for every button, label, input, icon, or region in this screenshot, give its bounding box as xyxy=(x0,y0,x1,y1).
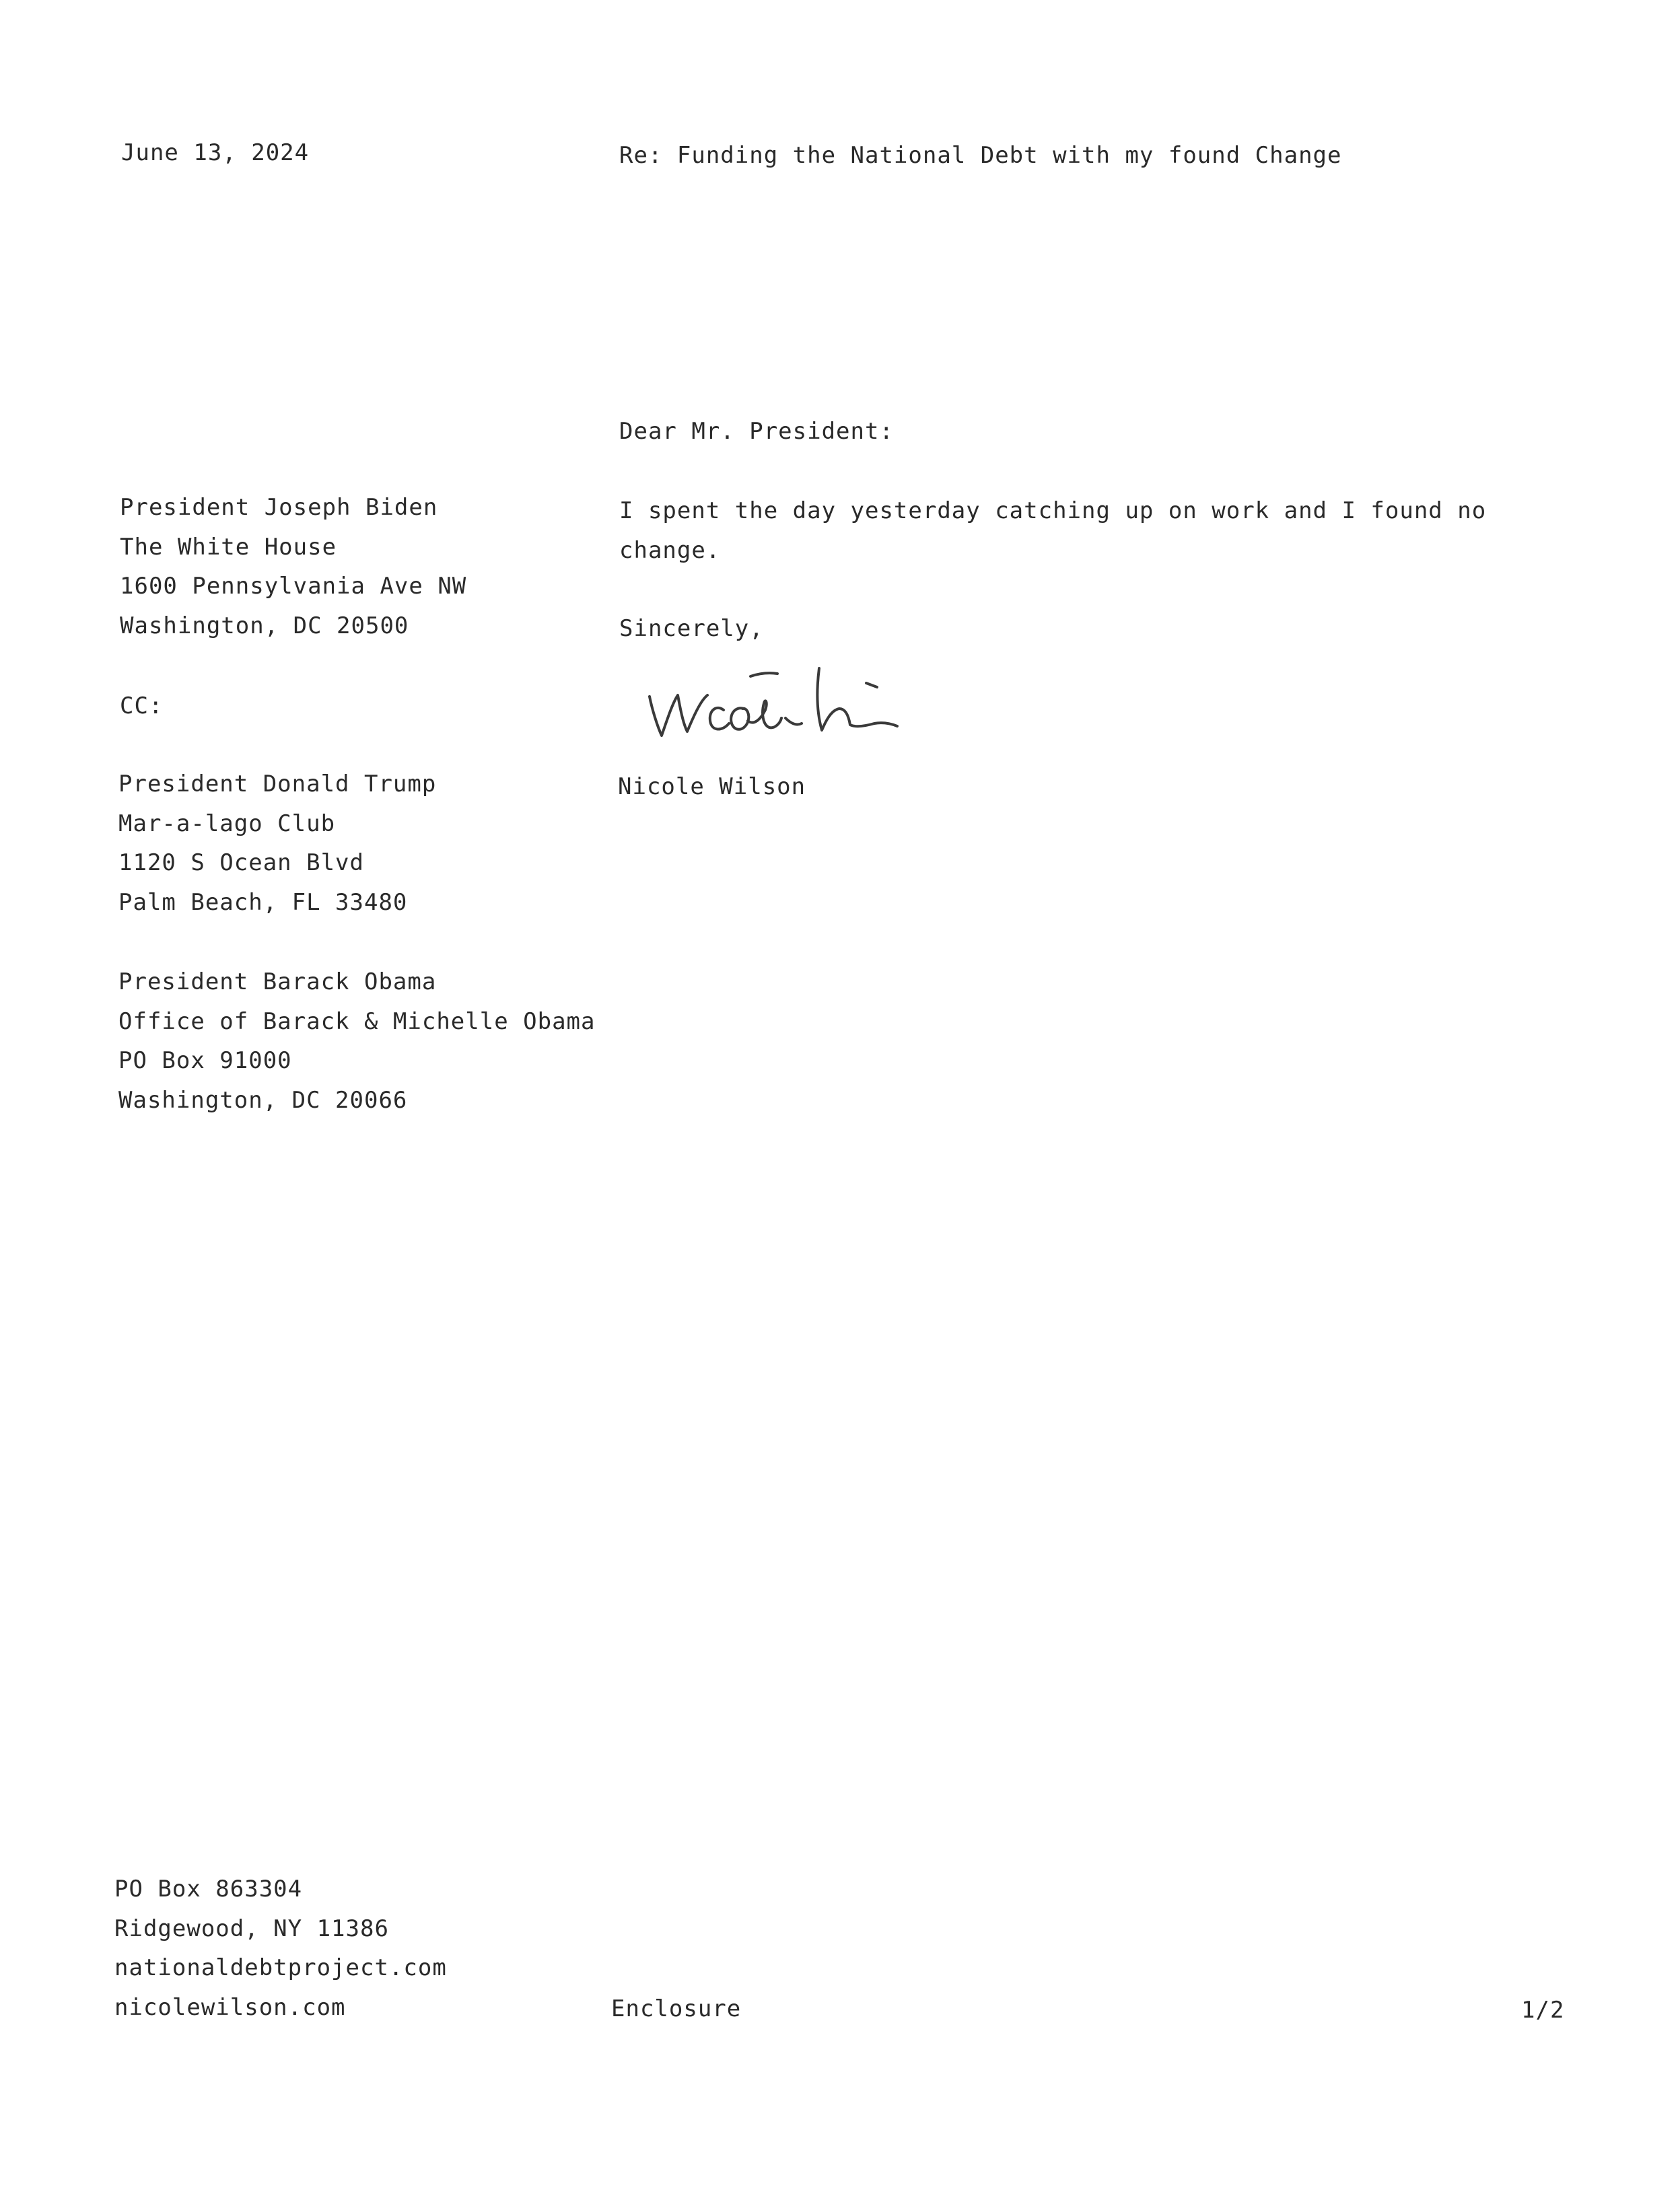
cc-address-trump xyxy=(118,765,436,922)
sender-line: Ridgewood, NY 11386 xyxy=(114,1915,389,1942)
cc-line: Washington, DC 20066 xyxy=(118,1086,408,1114)
cc-name: President Barack Obama xyxy=(118,968,437,995)
page-number: 1/2 xyxy=(1521,1997,1565,2024)
signer-name: Nicole Wilson xyxy=(618,773,806,800)
cc-line: Mar-a-lago Club xyxy=(118,810,336,837)
recipient-line: Washington, DC 20500 xyxy=(120,612,409,639)
cc-name: President Donald Trump xyxy=(118,771,437,797)
cc-line: PO Box 91000 xyxy=(118,1047,292,1074)
cc-line: Office of Barack & Michelle Obama xyxy=(118,1007,596,1035)
cc-address-obama xyxy=(118,962,596,1120)
enclosure-note: Enclosure xyxy=(611,1995,742,2022)
recipient-line: 1600 Pennsylvania Ave NW xyxy=(120,573,467,600)
letter-date: June 13, 2024 xyxy=(121,139,310,166)
cc-line: 1120 S Ocean Blvd xyxy=(118,849,364,876)
sender-website: nicolewilson.com xyxy=(114,1993,346,2021)
sender-line: PO Box 863304 xyxy=(114,1876,303,1903)
recipient-name: President Joseph Biden xyxy=(120,494,438,521)
recipient-line: The White House xyxy=(120,533,337,561)
letter-subject: Re: Funding the National Debt with my found Change xyxy=(619,142,1342,169)
salutation: Dear Mr. President: xyxy=(619,418,894,445)
cc-line: Palm Beach, FL 33480 xyxy=(118,888,408,916)
sender-address xyxy=(114,1870,447,2027)
sender-website: nationaldebtproject.com xyxy=(114,1954,447,1981)
handwritten-signature xyxy=(643,656,993,757)
body-paragraph: I spent the day yesterday catching up on work and I found no change. xyxy=(619,497,1487,564)
cc-label: CC: xyxy=(120,692,164,719)
closing: Sincerely, xyxy=(619,615,764,642)
recipient-address xyxy=(120,488,466,645)
